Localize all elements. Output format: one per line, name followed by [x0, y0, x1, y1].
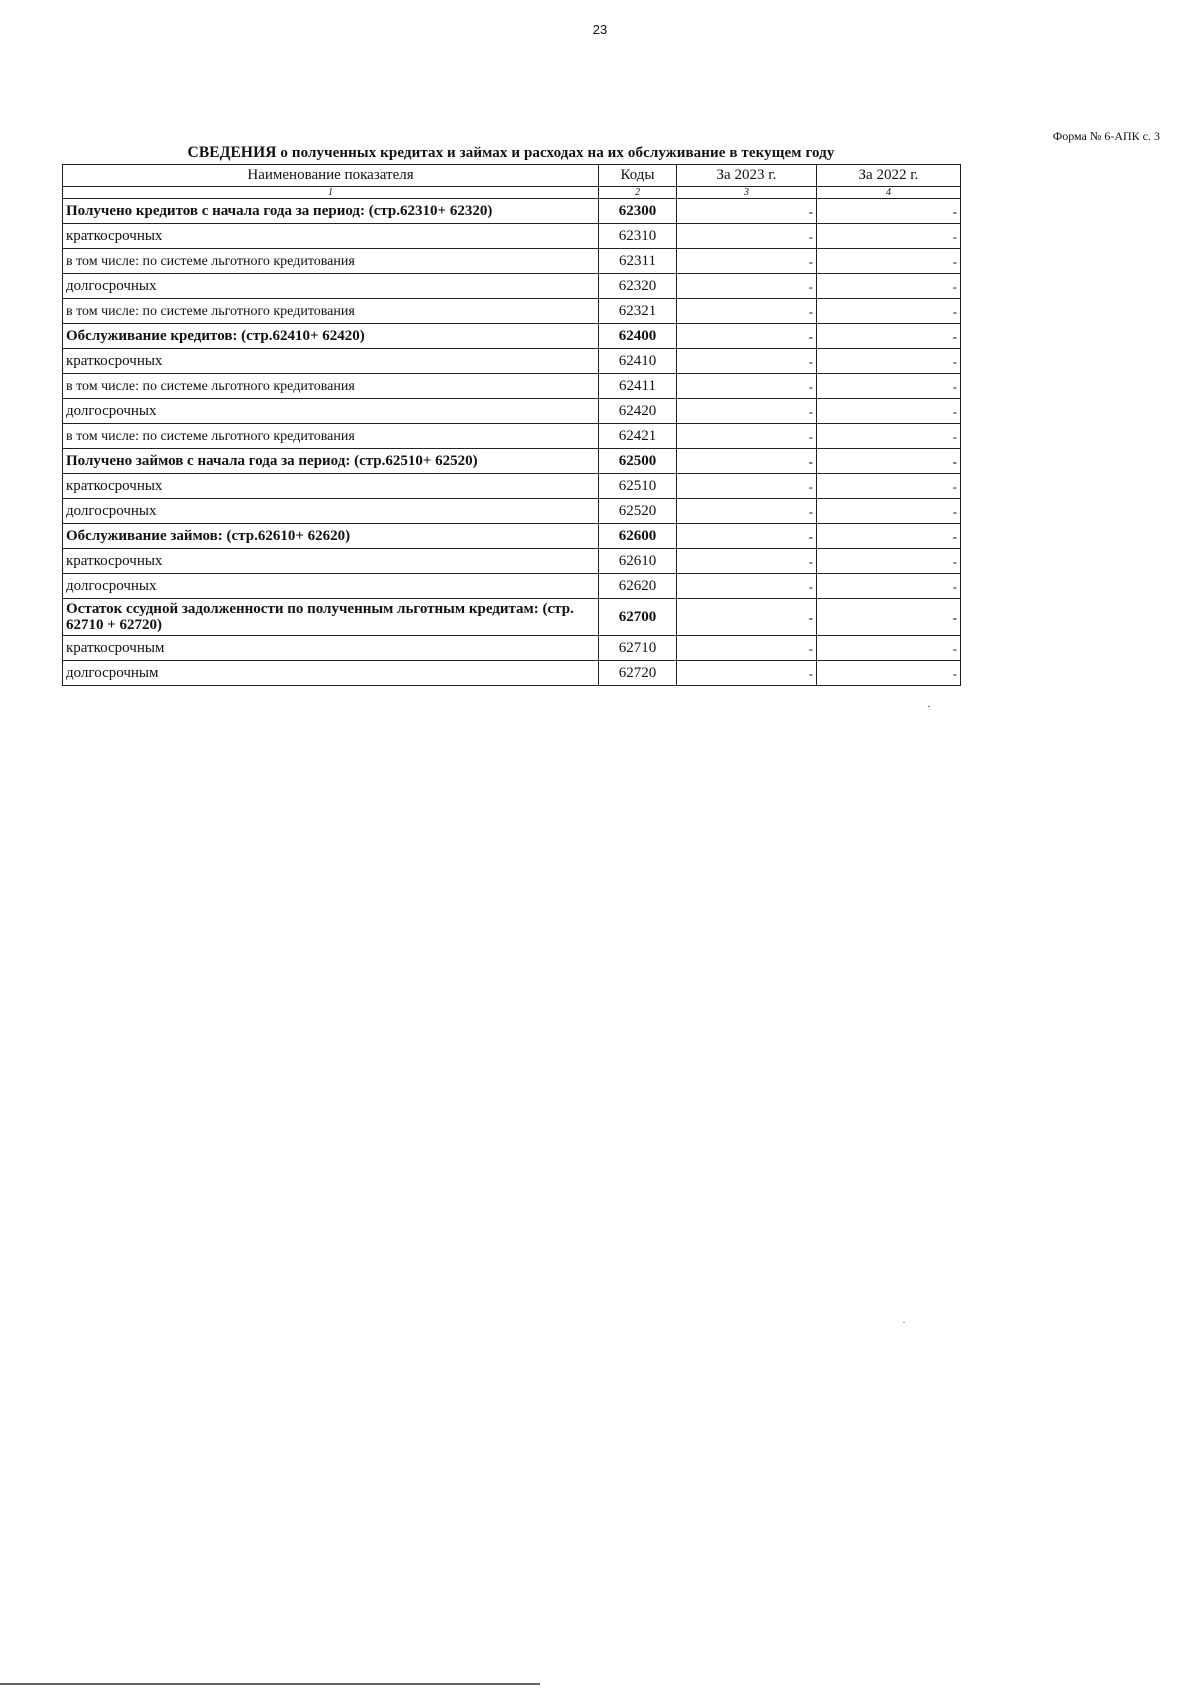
row-value-2023: -	[677, 524, 817, 549]
row-code: 62410	[599, 349, 677, 374]
table-row	[63, 599, 961, 636]
row-value-2023: -	[677, 499, 817, 524]
row-value-2023: -	[677, 424, 817, 449]
bottom-rule	[0, 1683, 540, 1685]
row-code: 62700	[599, 599, 677, 636]
row-value-2022: -	[817, 299, 961, 324]
column-number: 2	[599, 187, 677, 199]
table-row	[63, 324, 961, 349]
row-value-2022: -	[817, 661, 961, 686]
row-name: краткосрочных	[63, 474, 599, 499]
row-value-2022: -	[817, 399, 961, 424]
table-row	[63, 499, 961, 524]
row-name: долгосрочных	[63, 274, 599, 299]
document-title-rest: о полученных кредитах и займах и расходах на их обслуживание в текущем году	[276, 145, 835, 161]
row-code: 62420	[599, 399, 677, 424]
row-name: в том числе: по системе льготного кредитования	[63, 424, 599, 449]
row-code: 62311	[599, 249, 677, 274]
row-code: 62400	[599, 324, 677, 349]
header-name: Наименование показателя	[63, 165, 599, 187]
row-code: 62610	[599, 549, 677, 574]
column-number: 3	[677, 187, 817, 199]
column-number-row	[63, 187, 961, 199]
row-value-2023: -	[677, 636, 817, 661]
table-row	[63, 274, 961, 299]
row-name: краткосрочных	[63, 549, 599, 574]
header-row	[63, 165, 961, 187]
form-label: Форма № 6-АПК с. 3	[1052, 129, 1160, 143]
table-row	[63, 424, 961, 449]
row-value-2023: -	[677, 299, 817, 324]
row-name: в том числе: по системе льготного кредитования	[63, 374, 599, 399]
row-name: краткосрочным	[63, 636, 599, 661]
row-name: Остаток ссудной задолженности по полученным льготным кредитам: (стр. 62710 + 62720)	[63, 599, 599, 636]
row-code: 62321	[599, 299, 677, 324]
table-row	[63, 249, 961, 274]
row-value-2022: -	[817, 574, 961, 599]
row-value-2023: -	[677, 661, 817, 686]
scan-speck	[928, 706, 930, 707]
row-code: 62710	[599, 636, 677, 661]
row-value-2022: -	[817, 274, 961, 299]
row-value-2023: -	[677, 249, 817, 274]
row-code: 62500	[599, 449, 677, 474]
header-2023: За 2023 г.	[677, 165, 817, 187]
row-value-2023: -	[677, 599, 817, 636]
table-row	[63, 636, 961, 661]
row-value-2022: -	[817, 549, 961, 574]
row-value-2022: -	[817, 349, 961, 374]
row-value-2022: -	[817, 524, 961, 549]
table-row	[63, 449, 961, 474]
row-code: 62310	[599, 224, 677, 249]
row-name: долгосрочных	[63, 574, 599, 599]
scan-speck	[903, 1322, 905, 1323]
row-value-2023: -	[677, 449, 817, 474]
table-row	[63, 661, 961, 686]
row-name: долгосрочных	[63, 399, 599, 424]
row-value-2023: -	[677, 349, 817, 374]
header-2022: За 2022 г.	[817, 165, 961, 187]
table-row	[63, 374, 961, 399]
row-name: краткосрочных	[63, 224, 599, 249]
table-row	[63, 299, 961, 324]
row-code: 62520	[599, 499, 677, 524]
row-name: в том числе: по системе льготного кредитования	[63, 249, 599, 274]
row-value-2023: -	[677, 474, 817, 499]
row-name: Получено займов с начала года за период: (стр.62510+ 62520)	[63, 449, 599, 474]
row-value-2022: -	[817, 199, 961, 224]
row-name: в том числе: по системе льготного кредитования	[63, 299, 599, 324]
row-name: Получено кредитов с начала года за период: (стр.62310+ 62320)	[63, 199, 599, 224]
table-row	[63, 574, 961, 599]
row-code: 62411	[599, 374, 677, 399]
row-value-2022: -	[817, 374, 961, 399]
table-row	[63, 399, 961, 424]
column-number: 4	[817, 187, 961, 199]
row-code: 62320	[599, 274, 677, 299]
row-value-2023: -	[677, 399, 817, 424]
column-number: 1	[63, 187, 599, 199]
document-title	[62, 144, 960, 162]
table-row	[63, 349, 961, 374]
row-value-2022: -	[817, 249, 961, 274]
row-name: Обслуживание кредитов: (стр.62410+ 62420)	[63, 324, 599, 349]
row-value-2023: -	[677, 199, 817, 224]
table-row	[63, 224, 961, 249]
table-row	[63, 524, 961, 549]
row-value-2022: -	[817, 499, 961, 524]
row-value-2022: -	[817, 424, 961, 449]
row-value-2023: -	[677, 574, 817, 599]
report-table	[62, 164, 961, 686]
row-code: 62620	[599, 574, 677, 599]
row-name: долгосрочным	[63, 661, 599, 686]
row-code: 62510	[599, 474, 677, 499]
row-code: 62421	[599, 424, 677, 449]
table-row	[63, 549, 961, 574]
row-value-2023: -	[677, 549, 817, 574]
row-value-2022: -	[817, 224, 961, 249]
document-title-lead: СВЕДЕНИЯ	[187, 144, 277, 161]
row-value-2023: -	[677, 274, 817, 299]
table-row	[63, 199, 961, 224]
row-name: долгосрочных	[63, 499, 599, 524]
row-value-2022: -	[817, 636, 961, 661]
table-row	[63, 474, 961, 499]
row-code: 62600	[599, 524, 677, 549]
row-code: 62720	[599, 661, 677, 686]
row-code: 62300	[599, 199, 677, 224]
row-value-2022: -	[817, 449, 961, 474]
row-value-2023: -	[677, 324, 817, 349]
row-value-2022: -	[817, 474, 961, 499]
row-value-2023: -	[677, 224, 817, 249]
row-name: Обслуживание займов: (стр.62610+ 62620)	[63, 524, 599, 549]
row-name: краткосрочных	[63, 349, 599, 374]
header-code: Коды	[599, 165, 677, 187]
row-value-2022: -	[817, 599, 961, 636]
row-value-2022: -	[817, 324, 961, 349]
page-number: 23	[592, 22, 608, 37]
row-value-2023: -	[677, 374, 817, 399]
